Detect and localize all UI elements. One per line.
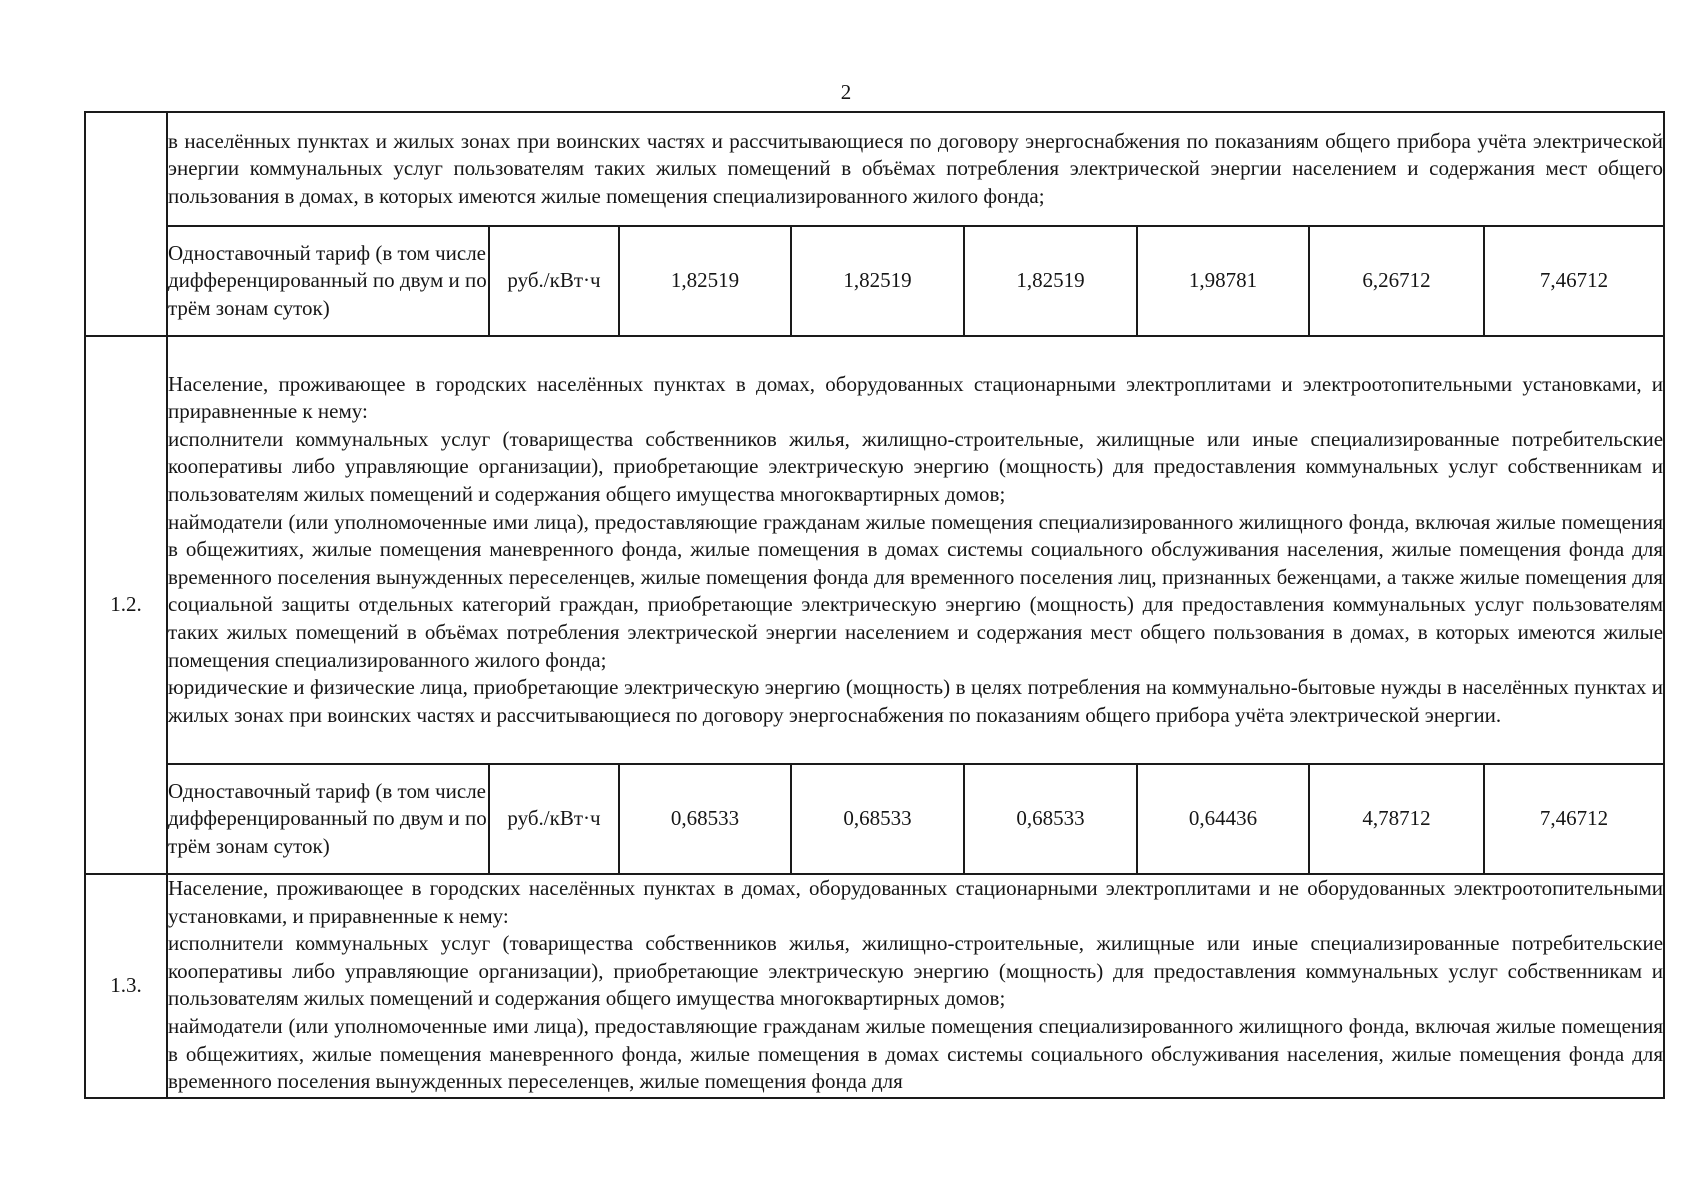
tariff-value: 0,68533 xyxy=(964,764,1137,874)
section-continuation-text-row xyxy=(85,112,1664,226)
section-paragraph: в населённых пунктах и жилых зонах при воинских частях и рассчитывающиеся по договору энергоснабжения по показаниям общего прибора учёта электрической энергии коммунальных услуг пользователям таких жилых помещений в объёмах потребления электрической энергии населением и содержания мест общего пользования в домах, в которых имеются жилые помещения специализированного жилого фонда; xyxy=(168,128,1664,208)
tariff-value: 1,82519 xyxy=(619,226,791,336)
tariff-value: 1,82519 xyxy=(791,226,964,336)
tariff-value: 0,68533 xyxy=(791,764,964,874)
section-number-cell: 1.2. xyxy=(85,336,167,874)
section-description xyxy=(167,336,1664,764)
section-paragraph: Население, проживающее в городских населённых пунктах в домах, оборудованных стационарными электроплитами и электроотопительными установками, и приравненные к нему: xyxy=(168,371,1664,424)
section-paragraph: исполнители коммунальных услуг (товарищества собственников жилья, жилищно-строительные, жилищные или иные специализированные потребительские кооперативы либо управляющие организации), приобретающие электрическую энергию (мощность) для предоставления коммунальных услуг собственникам и пользователям жилых помещений и содержания общего имущества многоквартирных домов; xyxy=(168,931,1664,1011)
tariff-value: 7,46712 xyxy=(1484,764,1664,874)
section-paragraph: наймодатели (или уполномоченные ими лица), предоставляющие гражданам жилые помещения специализированного жилищного фонда, включая жилые помещения в общежитиях, жилые помещения маневренного фонда, жилые помещения в домах системы социального обслуживания населения, жилые помещения фонда для временного поселения вынужденных переселенцев, жилые помещения фонда для временного поселения лиц, признанных беженцами, а также жилые помещения для социальной защиты отдельных категорий граждан, приобретающие электрическую энергию (мощность) для предоставления коммунальных услуг пользователям таких жилых помещений в объёмах потребления электрической энергии населением и содержания мест общего пользования в домах, в которых имеются жилые помещения специализированного жилого фонда; xyxy=(168,509,1664,672)
tariff-value: 1,98781 xyxy=(1137,226,1309,336)
section-description xyxy=(167,874,1664,1098)
section-1-2-text-row xyxy=(85,336,1664,764)
tariff-label: Одноставочный тариф (в том числе дифференцированный по двум и по трём зонам суток) xyxy=(167,764,489,874)
tariff-value: 7,46712 xyxy=(1484,226,1664,336)
tariff-row xyxy=(85,764,1664,874)
tariff-value: 4,78712 xyxy=(1309,764,1484,874)
section-paragraph: Население, проживающее в городских населённых пунктах в домах, оборудованных стационарными электроплитами и не оборудованных электроотопительными установками, и приравненные к нему: xyxy=(168,876,1664,928)
tariff-table xyxy=(84,111,1665,1099)
tariff-value: 6,26712 xyxy=(1309,226,1484,336)
section-description-body xyxy=(168,875,1663,1097)
section-1-3-text-row xyxy=(85,874,1664,1098)
tariff-value: 1,82519 xyxy=(964,226,1137,336)
section-paragraph: юридические и физические лица, приобретающие электрическую энергию (мощность) в целях потребления на коммунально-бытовые нужды в населённых пунктах и жилых зонах при воинских частях и рассчитывающиеся по договору энергоснабжения по показаниям общего прибора учёта электрической энергии. xyxy=(168,675,1664,727)
tariff-value: 0,68533 xyxy=(619,764,791,874)
section-number-cell: 1.3. xyxy=(85,874,167,1098)
section-number-cell xyxy=(85,112,167,336)
tariff-row xyxy=(85,226,1664,336)
section-paragraph: исполнители коммунальных услуг (товарищества собственников жилья, жилищно-строительные, жилищные или иные специализированные потребительские кооперативы либо управляющие организации), приобретающие электрическую энергию (мощность) для предоставления коммунальных услуг собственникам и пользователям жилых помещений и содержания общего имущества многоквартирных домов; xyxy=(168,426,1664,507)
tariff-unit: руб./кВт·ч xyxy=(489,226,619,336)
tariff-value: 0,64436 xyxy=(1137,764,1309,874)
page-number: 2 xyxy=(840,80,852,104)
section-paragraph: наймодатели (или уполномоченные ими лица), предоставляющие гражданам жилые помещения специализированного жилищного фонда, включая жилые помещения в общежитиях, жилые помещения маневренного фонда, жилые помещения в домах системы социального обслуживания населения, жилые помещения фонда для временного поселения вынужденных переселенцев, жилые помещения фонда для xyxy=(168,1013,1664,1094)
tariff-label: Одноставочный тариф (в том числе дифференцированный по двум и по трём зонам суток) xyxy=(167,226,489,336)
section-description xyxy=(167,112,1664,226)
tariff-unit: руб./кВт·ч xyxy=(489,764,619,874)
